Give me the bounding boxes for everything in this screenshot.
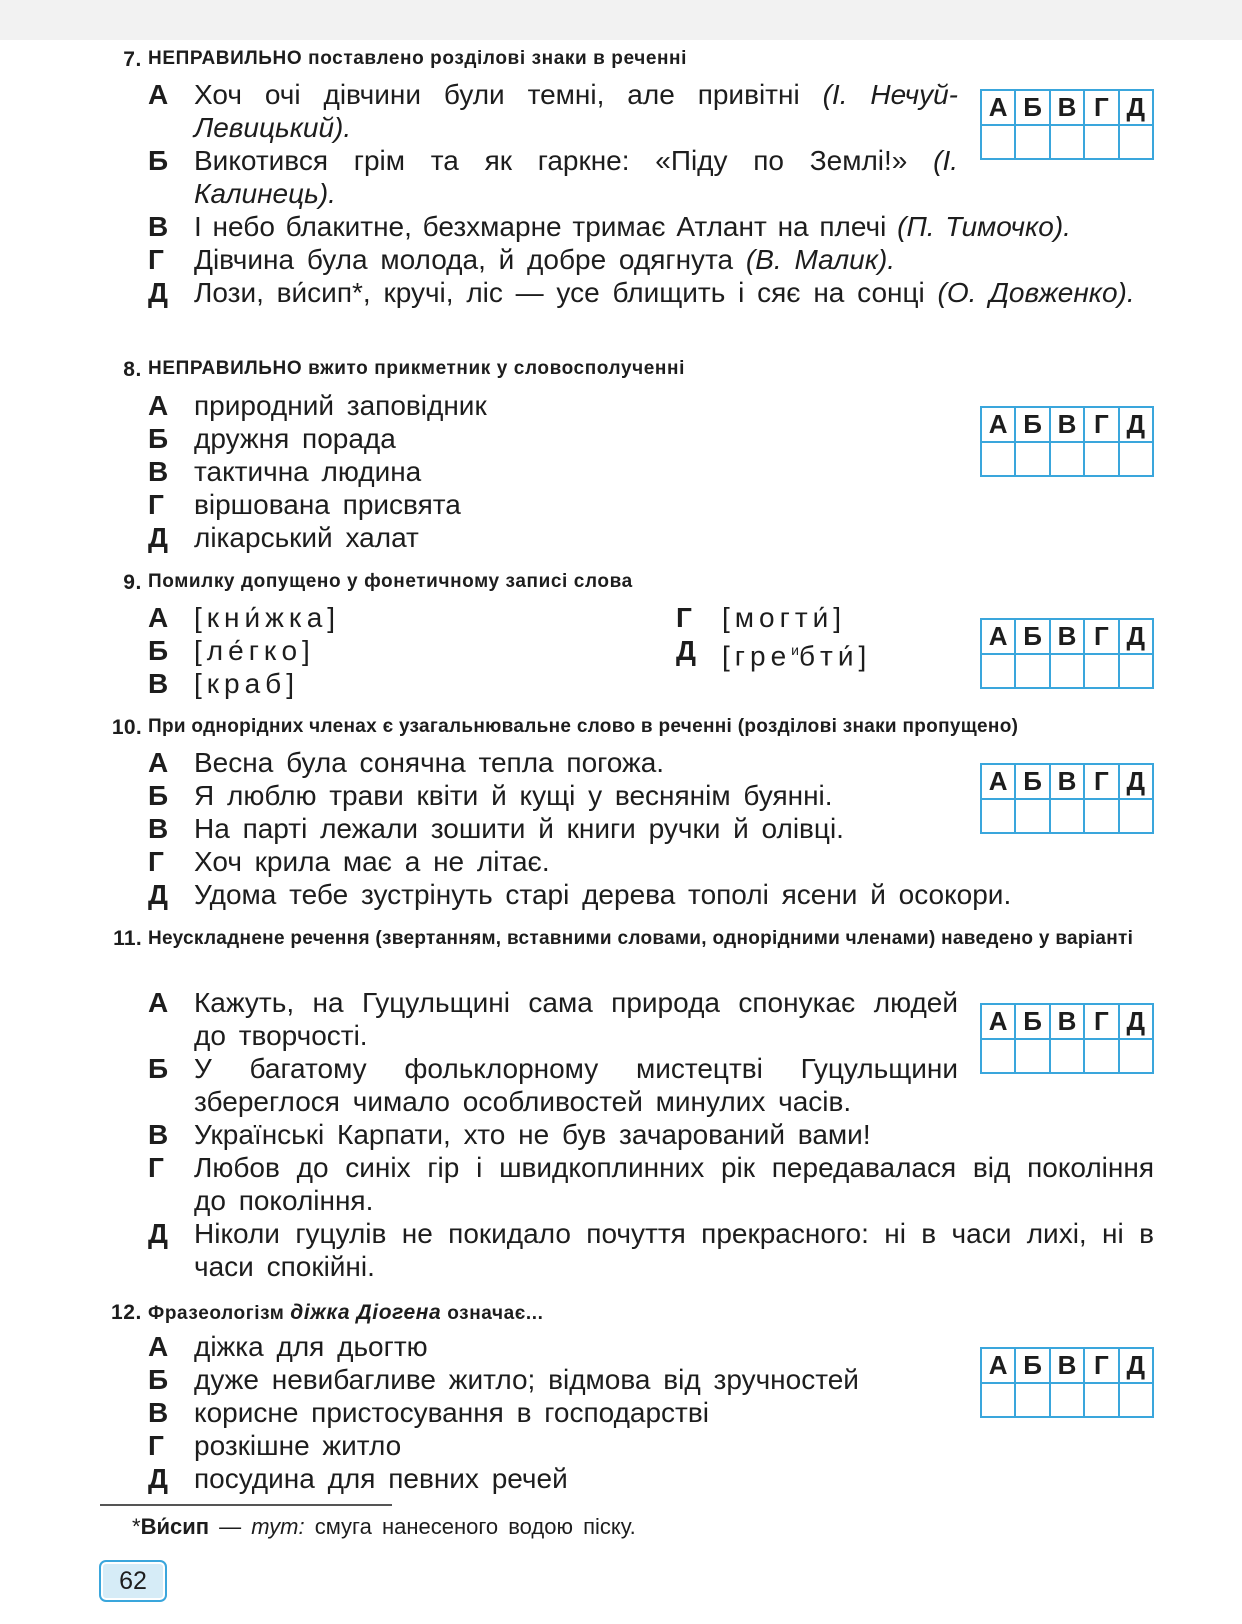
question-9-prompt: 9. Помилку допущено у фонетичному записі слова xyxy=(123,571,633,594)
answer-grid: А Б В Г Д xyxy=(980,1347,1154,1418)
answer-cell[interactable] xyxy=(1050,442,1084,476)
answer-cell[interactable] xyxy=(1084,1383,1118,1417)
question-10-prompt: 10. При однорідних членах є узагальнювальне слово в реченні (розділові знаки пропущено) xyxy=(111,716,1019,739)
answer-cell[interactable] xyxy=(981,1039,1015,1073)
answer-cell[interactable] xyxy=(1119,125,1153,159)
answer-cell[interactable] xyxy=(1084,1039,1118,1073)
question-11-prompt: 11. Неускладнене речення (звертанням, вставними словами, однорідними членами) наведено у варіанті xyxy=(113,927,1134,950)
answer-cell[interactable] xyxy=(981,125,1015,159)
answer-cell[interactable] xyxy=(1084,125,1118,159)
answer-cell[interactable] xyxy=(981,654,1015,688)
answer-cell[interactable] xyxy=(981,1383,1015,1417)
answer-grid: А Б В Г Д xyxy=(980,618,1154,689)
answer-grid: А Б В Г Д xyxy=(980,406,1154,477)
answer-grid: А Б В Г Д xyxy=(980,763,1154,834)
answer-cell[interactable] xyxy=(1050,1039,1084,1073)
answer-cell[interactable] xyxy=(1119,442,1153,476)
footnote-divider xyxy=(100,1504,392,1506)
answer-cell[interactable] xyxy=(1050,654,1084,688)
answer-grid: А Б В Г Д xyxy=(980,89,1154,160)
answer-cell[interactable] xyxy=(1050,1383,1084,1417)
question-7-prompt: 7. НЕПРАВИЛЬНО поставлено розділові знаки в реченні xyxy=(148,48,687,70)
answer-cell[interactable] xyxy=(1084,442,1118,476)
footnote: *Ви́сип — тут: смуга нанесеного водою піску. xyxy=(132,1514,636,1539)
answer-cell[interactable] xyxy=(1119,1039,1153,1073)
top-margin xyxy=(0,0,1242,40)
answer-cell[interactable] xyxy=(1084,799,1118,833)
answer-cell[interactable] xyxy=(1015,125,1049,159)
question-number: 7. xyxy=(123,48,142,71)
question-8-prompt: 8. НЕПРАВИЛЬНО вжито прикметник у словосполученні xyxy=(123,358,685,381)
answer-cell[interactable] xyxy=(981,799,1015,833)
answer-cell[interactable] xyxy=(1015,1039,1049,1073)
answer-cell[interactable] xyxy=(981,442,1015,476)
answer-cell[interactable] xyxy=(1119,799,1153,833)
answer-cell[interactable] xyxy=(1015,654,1049,688)
answer-cell[interactable] xyxy=(1050,799,1084,833)
answer-cell[interactable] xyxy=(1015,1383,1049,1417)
answer-cell[interactable] xyxy=(1050,125,1084,159)
answer-cell[interactable] xyxy=(1119,1383,1153,1417)
question-12-prompt: 12. Фразеологізм діжка Діогена означає... xyxy=(111,1301,544,1324)
answer-cell[interactable] xyxy=(1015,799,1049,833)
answer-grid: А Б В Г Д xyxy=(980,1003,1154,1074)
answer-cell[interactable] xyxy=(1015,442,1049,476)
answer-cell[interactable] xyxy=(1119,654,1153,688)
page-number: 62 xyxy=(99,1560,167,1602)
answer-cell[interactable] xyxy=(1084,654,1118,688)
